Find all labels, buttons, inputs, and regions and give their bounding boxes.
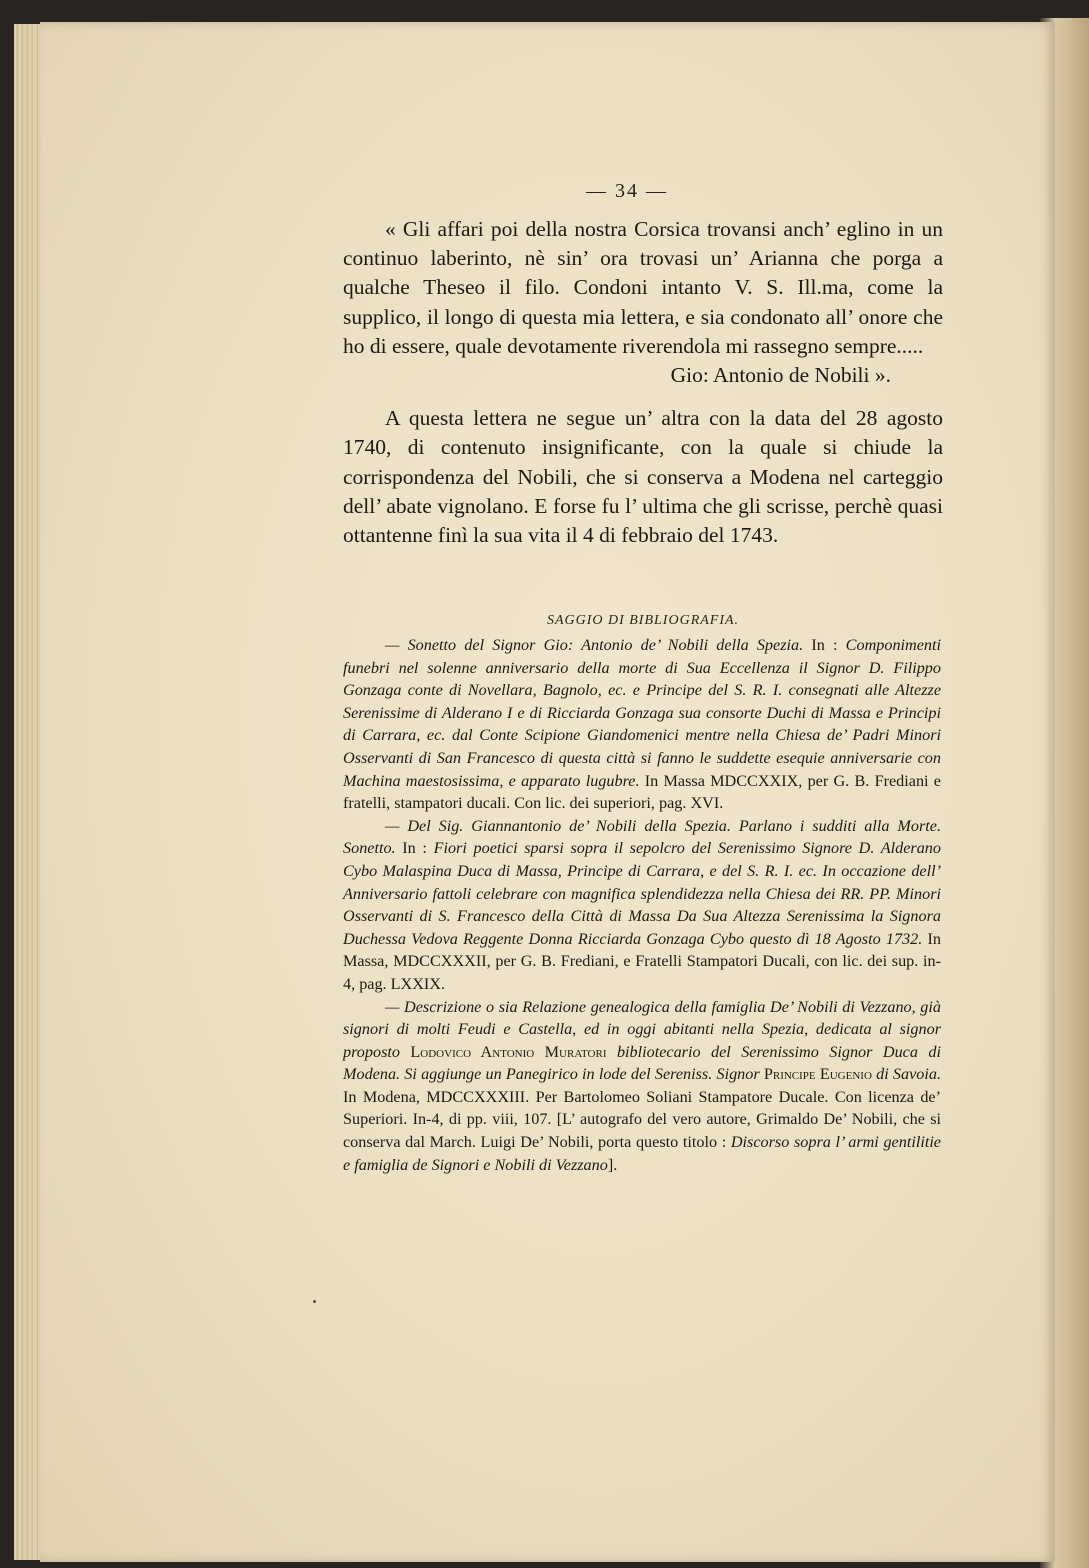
entry-title: Discorso sopra l’ armi gentilitie e famiglia de Signori e Nobili di Vezzano	[343, 1133, 941, 1174]
entry-text: In Modena, MDCCXXXIII. Per Bartolomeo Soliani Stampatore Ducale. Con licenza de’ Superiori. In-4, di pp. viii, 107. [L’ autografo del vero autore, Grimaldo De’ Nobili, che si conserva dal March. Luigi De’ Nobili, porta questo titolo :	[343, 1087, 941, 1152]
entry-text: In Massa, MDCCXXXII, per G. B. Frediani, e Fratelli Stampatori Ducali, con lic. dei sup. in-4, pag. LXXIX.	[343, 929, 942, 993]
letter-quote: « Gli affari poi della nostra Corsica trovansi anch’ eglino in un continuo laberinto, nè sin’ ora trovasi un’ Arianna che porga a qualche Theseo il filo. Condoni intanto V. S. Ill.ma, come la supplico, il longo di questa mia lettera, e sia condonato all’ onore che ho di essere, quale devotamente riverendola mi rassegno sempre.....	[343, 217, 943, 358]
bibliography-entry	[343, 815, 941, 996]
entry-title: Componimenti funebri nel solenne anniversario della morte di Sua Eccellenza il Signor D. Filippo Gonzaga conte di Novellara, Bagnolo, ec. e Principe del S. R. I. consegnati alle Altezze Serenissime di Alderano I e di Ricciarda Gonzaga sua consorte Duchi di Massa e Principi di Carrara, ec. dal Conte Scipione Giandomenici mentre nella Chiesa de’ Padri Minori Osservanti di San Francesco di questa città si fanno le suddette esequie anniversarie con Machina maestosissima, e apparato lugubre.	[343, 636, 941, 790]
entry-title: — Del Sig. Giannantonio de’ Nobili della Spezia. Parlano i sudditi alla Morte. Sonetto.	[343, 816, 941, 858]
entry-name: Lodovico Antonio Muratori	[399, 1042, 617, 1061]
page-number: — 34 —	[586, 180, 668, 202]
page-speck	[313, 1300, 316, 1303]
section-title: SAGGIO DI BIBLIOGRAFIA.	[546, 613, 740, 628]
entry-text: ].	[607, 1155, 618, 1174]
entry-title: Fiori poetici sparsi sopra il sepolcro del Serenissimo Signore D. Alderano Cybo Malaspina Duca di Massa, Principe di Carrara, e del S. R. I. ec. In occazione dell’ Anniversario fattoli celebrare con magnifica splendidezza nella Chiesa dei RR. PP. Minori Osservanti di S. Francesco della Città di Massa Da Sua Altezza Serenissima la Signora Duchessa Vedova Reggente Donna Ricciarda Gonzaga Cybo questo dì 18 Agosto 1732.	[343, 839, 941, 948]
entry-title: di Savoia.	[876, 1065, 941, 1084]
body-paragraph: A questa lettera ne segue un’ altra con la data del 28 agosto 1740, di contenuto insignificante, con la quale si chiude la corrispondenza del Nobili, che si conserva a Modena nel carteggio dell’ abate vignolano. E forse fu l’ ultima che gli scrisse, perchè quasi ottantenne finì la sua vita il 4 di febbraio del 1743.	[343, 406, 943, 548]
entry-text: In :	[395, 839, 434, 858]
bibliography-entry	[343, 634, 941, 815]
entry-title: — Sonetto del Signor Gio: Antonio de’ Nobili della Spezia.	[385, 636, 804, 654]
entry-title: — Descrizione o sia Relazione genealogica della famiglia De’ Nobili di Vezzano, già signori di molti Feudi e Castella, ed in oggi abitanti nella Spezia, dedicata al signor proposto	[343, 997, 941, 1061]
main-text	[343, 215, 943, 550]
entry-title: bibliotecario del Serenissimo Signor Duca di Modena. Si aggiunge un Panegirico in lode del Sereniss. Signor	[343, 1042, 941, 1084]
entry-text: In Massa MDCCXXIX, per G. B. Frediani e fratelli, stampatori ducali. Con lic. dei superiori, pag. XVI.	[343, 771, 941, 813]
bibliography-entry	[343, 996, 941, 1177]
entry-text: In :	[803, 636, 846, 654]
bibliography	[343, 634, 941, 1176]
entry-name: Principe Eugenio	[759, 1065, 877, 1084]
letter-signature: Gio: Antonio de Nobili ».	[670, 363, 891, 388]
